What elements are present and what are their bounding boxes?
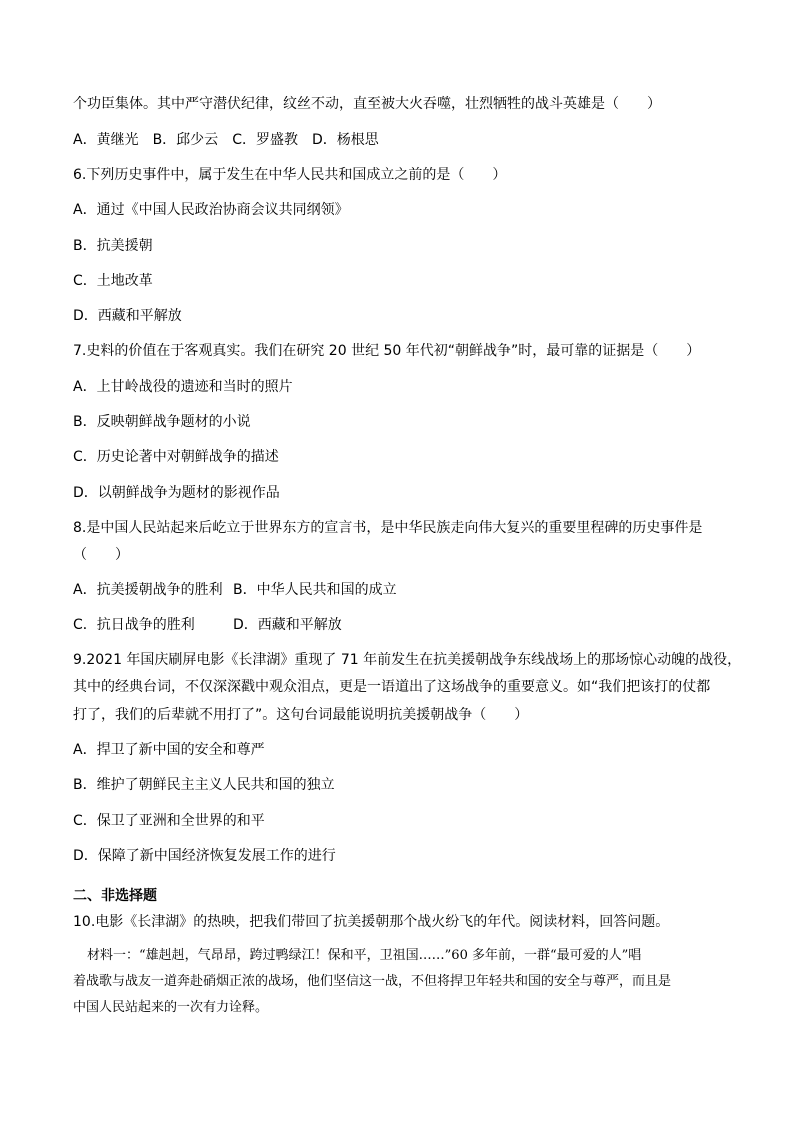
q9-stem-line2: 其中的经典台词，不仅深深戳中观众泪点，更是一语道出了这场战争的重要意义。如“我们把该打的仗都 xyxy=(73,679,711,695)
q8-option-b: B．中华人民共和国的成立 xyxy=(233,582,397,598)
q5-option-b: B．邱少云 xyxy=(152,132,219,148)
q8-option-a: A．抗美援朝战争的胜利 xyxy=(73,582,223,598)
q9-stem-line3: 打了，我们的后辈就不用打了”。这句台词最能说明抗美援朝战争（ ） xyxy=(73,707,529,723)
q5-option-c: C．罗盛教 xyxy=(232,132,298,148)
q10-material-1 xyxy=(73,943,733,1021)
q9-option-b: B．维护了朝鲜民主主义人民共和国的独立 xyxy=(73,777,335,793)
q6-option-d: D．西藏和平解放 xyxy=(73,308,182,324)
q8-stem-line2: （ ） xyxy=(73,547,129,563)
q6-stem: 6.下列历史事件中，属于发生在中华人民共和国成立之前的是（ ） xyxy=(73,167,507,183)
q8-options-row2 xyxy=(73,615,733,635)
q7-option-a: A．上甘岭战役的遗迹和当时的照片 xyxy=(73,379,293,395)
q7-option-b: B．反映朝鲜战争题材的小说 xyxy=(73,414,251,430)
material-line-3: 中国人民站起来的一次有力诠释。 xyxy=(73,1000,269,1015)
q5-option-d: D．杨根思 xyxy=(311,132,379,148)
q10-stem: 10.电影《长津湖》的热映，把我们带回了抗美援朝那个战火纷飞的年代。阅读材料，回答问题。 xyxy=(73,914,670,930)
q8-options-row1 xyxy=(73,580,733,600)
q9-option-d: D．保障了新中国经济恢复发展工作的进行 xyxy=(73,848,336,864)
q7-option-c: C．历史论著中对朝鲜战争的描述 xyxy=(73,449,279,465)
q8-option-c: C．抗日战争的胜利 xyxy=(73,617,195,633)
q9-stem-line1: 9.2021 年国庆刷屏电影《长津湖》重现了 71 年前发生在抗美援朝战争东线战场上的那场惊心动魄的战役， xyxy=(73,652,742,668)
q5-stem-tail: 个功臣集体。其中严守潜伏纪律，纹丝不动，直至被大火吞噬，壮烈牺牲的战斗英雄是（ ） xyxy=(73,96,661,112)
q8-option-d: D．西藏和平解放 xyxy=(233,617,342,633)
q8-stem-line1: 8.是中国人民站起来后屹立于世界东方的宣言书，是中华民族走向伟大复兴的重要里程碑的历史事件是 xyxy=(73,520,703,536)
q7-option-d: D．以朝鲜战争为题材的影视作品 xyxy=(73,485,280,501)
q7-stem: 7.史料的价值在于客观真实。我们在研究 20 世纪 50 年代初“朝鲜战争”时，最可靠的证据是（ ） xyxy=(73,343,701,359)
q6-option-a: A．通过《中国人民政治协商会议共同纲领》 xyxy=(73,202,349,218)
q9-option-c: C．保卫了亚洲和全世界的和平 xyxy=(73,813,265,829)
q9-option-a: A．捍卫了新中国的安全和尊严 xyxy=(73,742,265,758)
q5-options xyxy=(73,130,733,150)
q5-option-a: A．黄继光 xyxy=(73,132,139,148)
section-heading: 二、非选择题 xyxy=(73,888,157,904)
material-line-1: 材料一：“雄赳赳，气昂昂，跨过鸭绿江！保和平，卫祖国……”60 多年前，一群“最可爱的人”唱 xyxy=(87,948,642,963)
q6-option-b: B．抗美援朝 xyxy=(73,238,153,254)
q6-option-c: C．土地改革 xyxy=(73,273,153,289)
material-line-2: 着战歌与战友一道奔赴硝烟正浓的战场，他们坚信这一战，不但将捍卫年轻共和国的安全与尊严，而且是 xyxy=(73,974,672,989)
